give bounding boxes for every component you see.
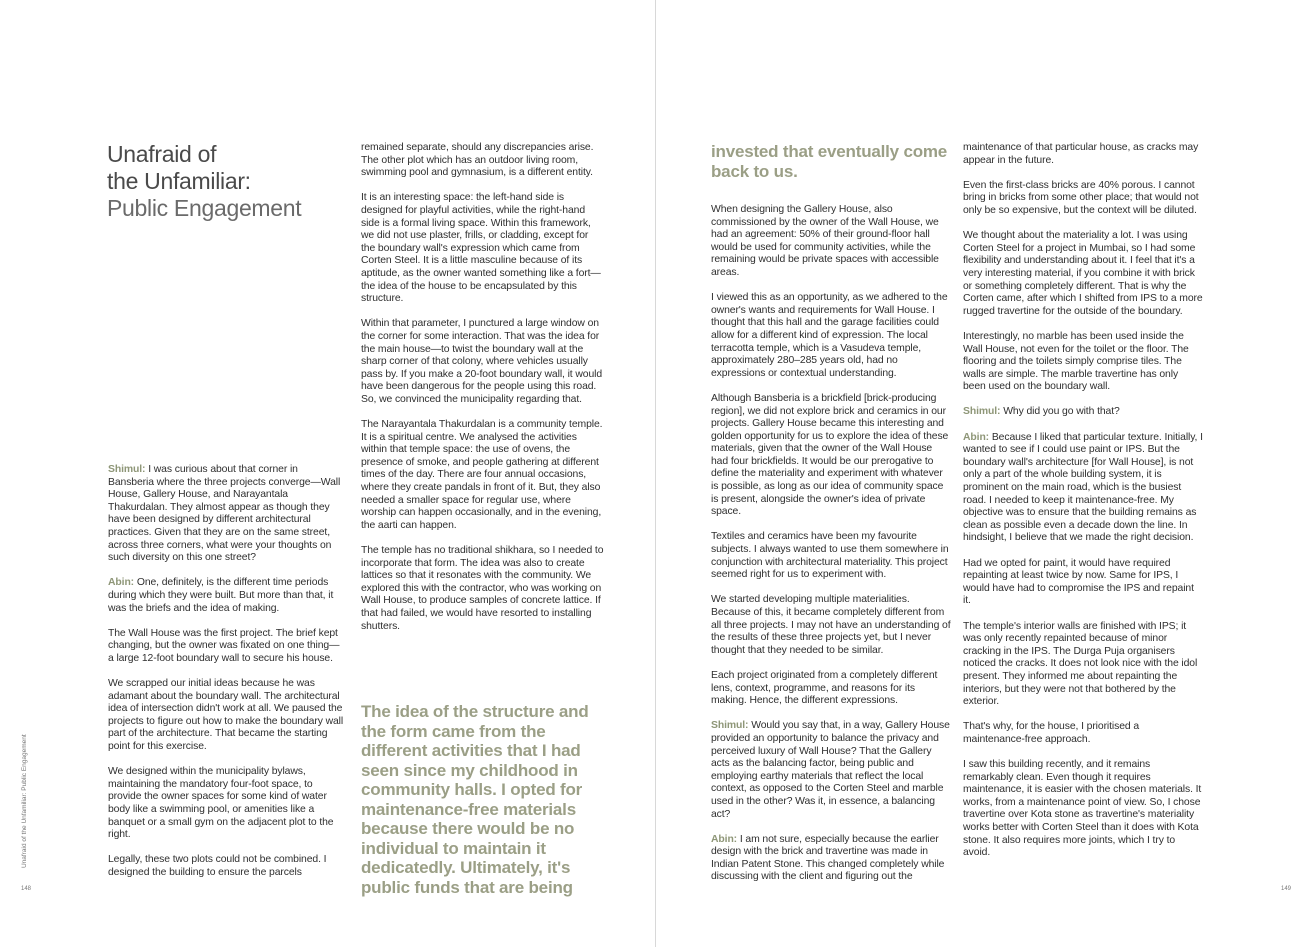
paragraph-text: Because I liked that particular texture. Initially, I wanted to see if I could use paint or IPS. But the boundary wall's architecture [for Wall House], is not only a part of the whole building system, it is prominent on the main road, which is the busiest road. I needed to keep it maintenance-free. My objective was to ensure that the building remains as clean as possible even a decade down the line. In hindsight, I believe that we made the right decision. [963, 431, 1203, 544]
speaker-label: Shimul: [963, 406, 1001, 418]
title-line-2: the Unfamiliar: [107, 168, 251, 194]
pull-quote-continued: invested that eventually come back to us. [711, 142, 948, 181]
paragraph-text: We scrapped our initial ideas because he was adamant about the boundary wall. The architectural idea of intersection didn't work at all. We paused the projects to figure out how to make the boundary wall part of the architecture. That became the starting point for this exercise. [108, 678, 344, 753]
paragraph [963, 721, 1203, 746]
paragraph [963, 406, 1203, 419]
paragraph-text: Would you say that, in a way, Gallery House provided an opportunity to balance the privacy and perceived luxury of Wall House? That the Gallery acts as the balancing factor, being public and employing earthy materials that reflect the local context, as opposed to the Corten Steel and marble used in the other? Was it, in essence, a balancing act? [711, 720, 950, 820]
paragraph [711, 393, 951, 519]
paragraph-text: I was curious about that corner in Bansberia where the three projects converge—Wall House, Gallery House, and Narayantala Thakurdalan. They almost appear as though they have been designed by different architectural practices. Given that they are on the same street, across three corners, what were your thoughts on such diversity on this one street? [108, 464, 341, 564]
title-line-1: Unafraid of [107, 141, 217, 167]
paragraph [963, 621, 1203, 709]
paragraph [711, 531, 951, 581]
speaker-label: Shimul: [711, 720, 749, 732]
paragraph-text: Even the first-class bricks are 40% porous. I cannot bring in bricks from some other place; that would not only be so expensive, but the context will be diluted. [963, 179, 1199, 216]
paragraph [361, 318, 605, 406]
paragraph-text: Within that parameter, I punctured a large window on the corner for some interaction. That was the idea for the main house—to twist the boundary wall at the sharp corner of that colony, where vehicles usually pass by. If you make a 20-foot boundary wall, it would have been dangerous for the people using this road. So, we convinced the municipality regarding that. [361, 318, 603, 405]
paragraph [361, 545, 605, 633]
paragraph [963, 432, 1203, 545]
title-line-3: Public Engagement [107, 195, 302, 221]
paragraph-text: remained separate, should any discrepancies arise. The other plot which has an outdoor living room, swimming pool and gymnasium, is a different entity. [361, 142, 594, 179]
paragraph-text: Textiles and ceramics have been my favourite subjects. I always wanted to use them somewhere in conjunction with architectural materiality. This project seemed right for us to experiment with. [711, 531, 949, 581]
paragraph-text: I am not sure, especially because the earlier design with the brick and travertine was made in Indian Patent Stone. This changed completely while discussing with the client and figuring out the [711, 833, 945, 883]
paragraph [361, 419, 605, 532]
speaker-label: Abin: [108, 577, 135, 589]
article-title [107, 141, 301, 222]
paragraph [108, 678, 344, 754]
paragraph-text: We thought about the materiality a lot. I was using Corten Steel for a project in Mumbai, so I had some flexibility and understanding about it. I feel that it's a very interesting material, if you combine it with brick or something completely different. That is why the Corten came, after which I shifted from IPS to a more rugged travertine for the outside of the boundary. [963, 230, 1203, 317]
paragraph-text: That's why, for the house, I prioritised a maintenance-free approach. [963, 721, 1140, 745]
paragraph-text: maintenance of that particular house, as cracks may appear in the future. [963, 142, 1199, 166]
paragraph-text: Had we opted for paint, it would have required repainting at least twice by now. Same for IPS, I would have had to compromise the IPS and repaint it. [963, 557, 1194, 607]
paragraph [711, 670, 951, 708]
page-number-left: 148 [21, 886, 32, 892]
pull-quote: The idea of the structure and the form came from the different activities that I had seen since my childhood in community halls. I opted for maintenance-free materials because there would be no individual to maintain it dedicatedly. Ultimately, it's public funds that are being [361, 702, 589, 897]
paragraph [963, 331, 1203, 394]
paragraph [963, 558, 1203, 608]
left-page-column-1 [108, 464, 344, 892]
paragraph [963, 230, 1203, 318]
paragraph-text: The temple's interior walls are finished with IPS; it was only recently repainted because of minor cracking in the IPS. The Durga Puja organisers noticed the cracks. It does not look nice with the idol present. They informed me about repainting the interiors, but they were not that bothered by the exterior. [963, 620, 1198, 708]
paragraph-text: The Narayantala Thakurdalan is a community temple. It is a spiritual centre. We analysed the activities within that temple space: the use of ovens, the presence of smoke, and people gathering at different times of the day. There are four annual occasions, where they create pandals in front of it. But, they also needed a smaller space for regular use, where worship can happen occasionally, and in the evening, the aarti can happen. [361, 419, 603, 531]
paragraph [361, 142, 605, 180]
paragraph-text: I viewed this as an opportunity, as we adhered to the owner's wants and requirements for Wall House. I thought that this hall and the garage facilities could allow for a different kind of expression. The local terracotta temple, which is a Vasudeva temple, approximately 280–285 years old, had no expressions or contextual understanding. [711, 292, 948, 379]
page-number-right: 149 [1281, 886, 1292, 892]
right-page-column-1 [711, 204, 951, 897]
paragraph-text: Why did you go with that? [1000, 406, 1120, 418]
paragraph-text: When designing the Gallery House, also commissioned by the owner of the Wall House, we had an agreement: 50% of their ground-floor hall would be used for community activities, while the remaining would be private spaces with accessible areas. [711, 204, 939, 278]
paragraph-text: Although Bansberia is a brickfield [brick-producing region], we did not explore brick and ceramics in our projects. Gallery House became this interesting and golden opportunity for us to explore the idea of these materials, given that the owner of the Wall House had four brickfields. It would be our prerogative to define the materiality and experiment with whatever is possible, as long as our idea of community space is present, alongside the owner's idea of private space. [711, 392, 949, 518]
paragraph [108, 464, 344, 565]
speaker-label: Abin: [711, 833, 738, 845]
paragraph-text: It is an interesting space: the left-hand side is designed for playful activities, while the right-hand side is a formal living space. Within this framework, we did not use plaster, frills, or cladding, except for the boundary wall's expression which came from Corten Steel. It is a little masculine because of its aptitude, as the owner wanted something like a fort—the idea of the house to be encapsulated by this structure. [361, 192, 601, 305]
paragraph-text: I saw this building recently, and it remains remarkably clean. Even though it requires maintenance, it is easier with the chosen materials. It works, from a maintenance point of view. So, I chose travertine over Kota stone as travertine's materiality works better with Corten Steel than it does with Kota stone. It also requires more joints, which I try to avoid. [963, 759, 1202, 859]
paragraph-text: We started developing multiple materialities. Because of this, it became completely different from all three projects. I may not have an understanding of the results of these three projects yet, but I never thought that they needed to be similar. [711, 594, 951, 656]
paragraph [108, 628, 344, 666]
paragraph [963, 142, 1203, 167]
paragraph [711, 204, 951, 280]
speaker-label: Abin: [963, 431, 990, 443]
paragraph [963, 180, 1203, 218]
paragraph [711, 720, 951, 821]
paragraph-text: One, definitely, is the different time periods during which they were built. But more than that, it was the briefs and the idea of making. [108, 577, 334, 614]
paragraph-text: We designed within the municipality bylaws, maintaining the mandatory four-foot space, to provide the owner spaces for some kind of water body like a swimming pool, or amenities like a banquet or a small gym on the adjacent plot to the right. [108, 766, 334, 841]
paragraph [108, 766, 344, 842]
right-page-column-2 [963, 142, 1203, 872]
paragraph [711, 834, 951, 884]
left-page-column-2 [361, 142, 605, 646]
paragraph-text: The temple has no traditional shikhara, so I needed to incorporate that form. The idea was also to create lattices so that it resonates with the community. We explored this with the contractor, who was working on Wall House, to produce samples of concrete lattice. If that had failed, we would have resorted to installing shutters. [361, 545, 604, 632]
paragraph [108, 854, 344, 879]
running-header: Unafraid of the Unfamiliar: Public Engagement [21, 734, 28, 868]
paragraph-text: Interestingly, no marble has been used inside the Wall House, not even for the toilet or the floor. The flooring and the toilets simply comprise tiles. The walls are simple. The marble travertine has only been used on the boundary wall. [963, 330, 1189, 393]
paragraph [361, 192, 605, 305]
paragraph [108, 577, 344, 615]
paragraph [711, 292, 951, 380]
paragraph-text: Legally, these two plots could not be combined. I designed the building to ensure the parcels [108, 854, 327, 878]
speaker-label: Shimul: [108, 464, 146, 475]
paragraph-text: The Wall House was the first project. The brief kept changing, but the owner was fixated on one thing—a large 12-foot boundary wall to secure his house. [108, 627, 340, 664]
paragraph-text: Each project originated from a completely different lens, context, programme, and reasons for its making. Hence, the different expressions. [711, 669, 938, 707]
paragraph [963, 759, 1203, 860]
paragraph [711, 594, 951, 657]
